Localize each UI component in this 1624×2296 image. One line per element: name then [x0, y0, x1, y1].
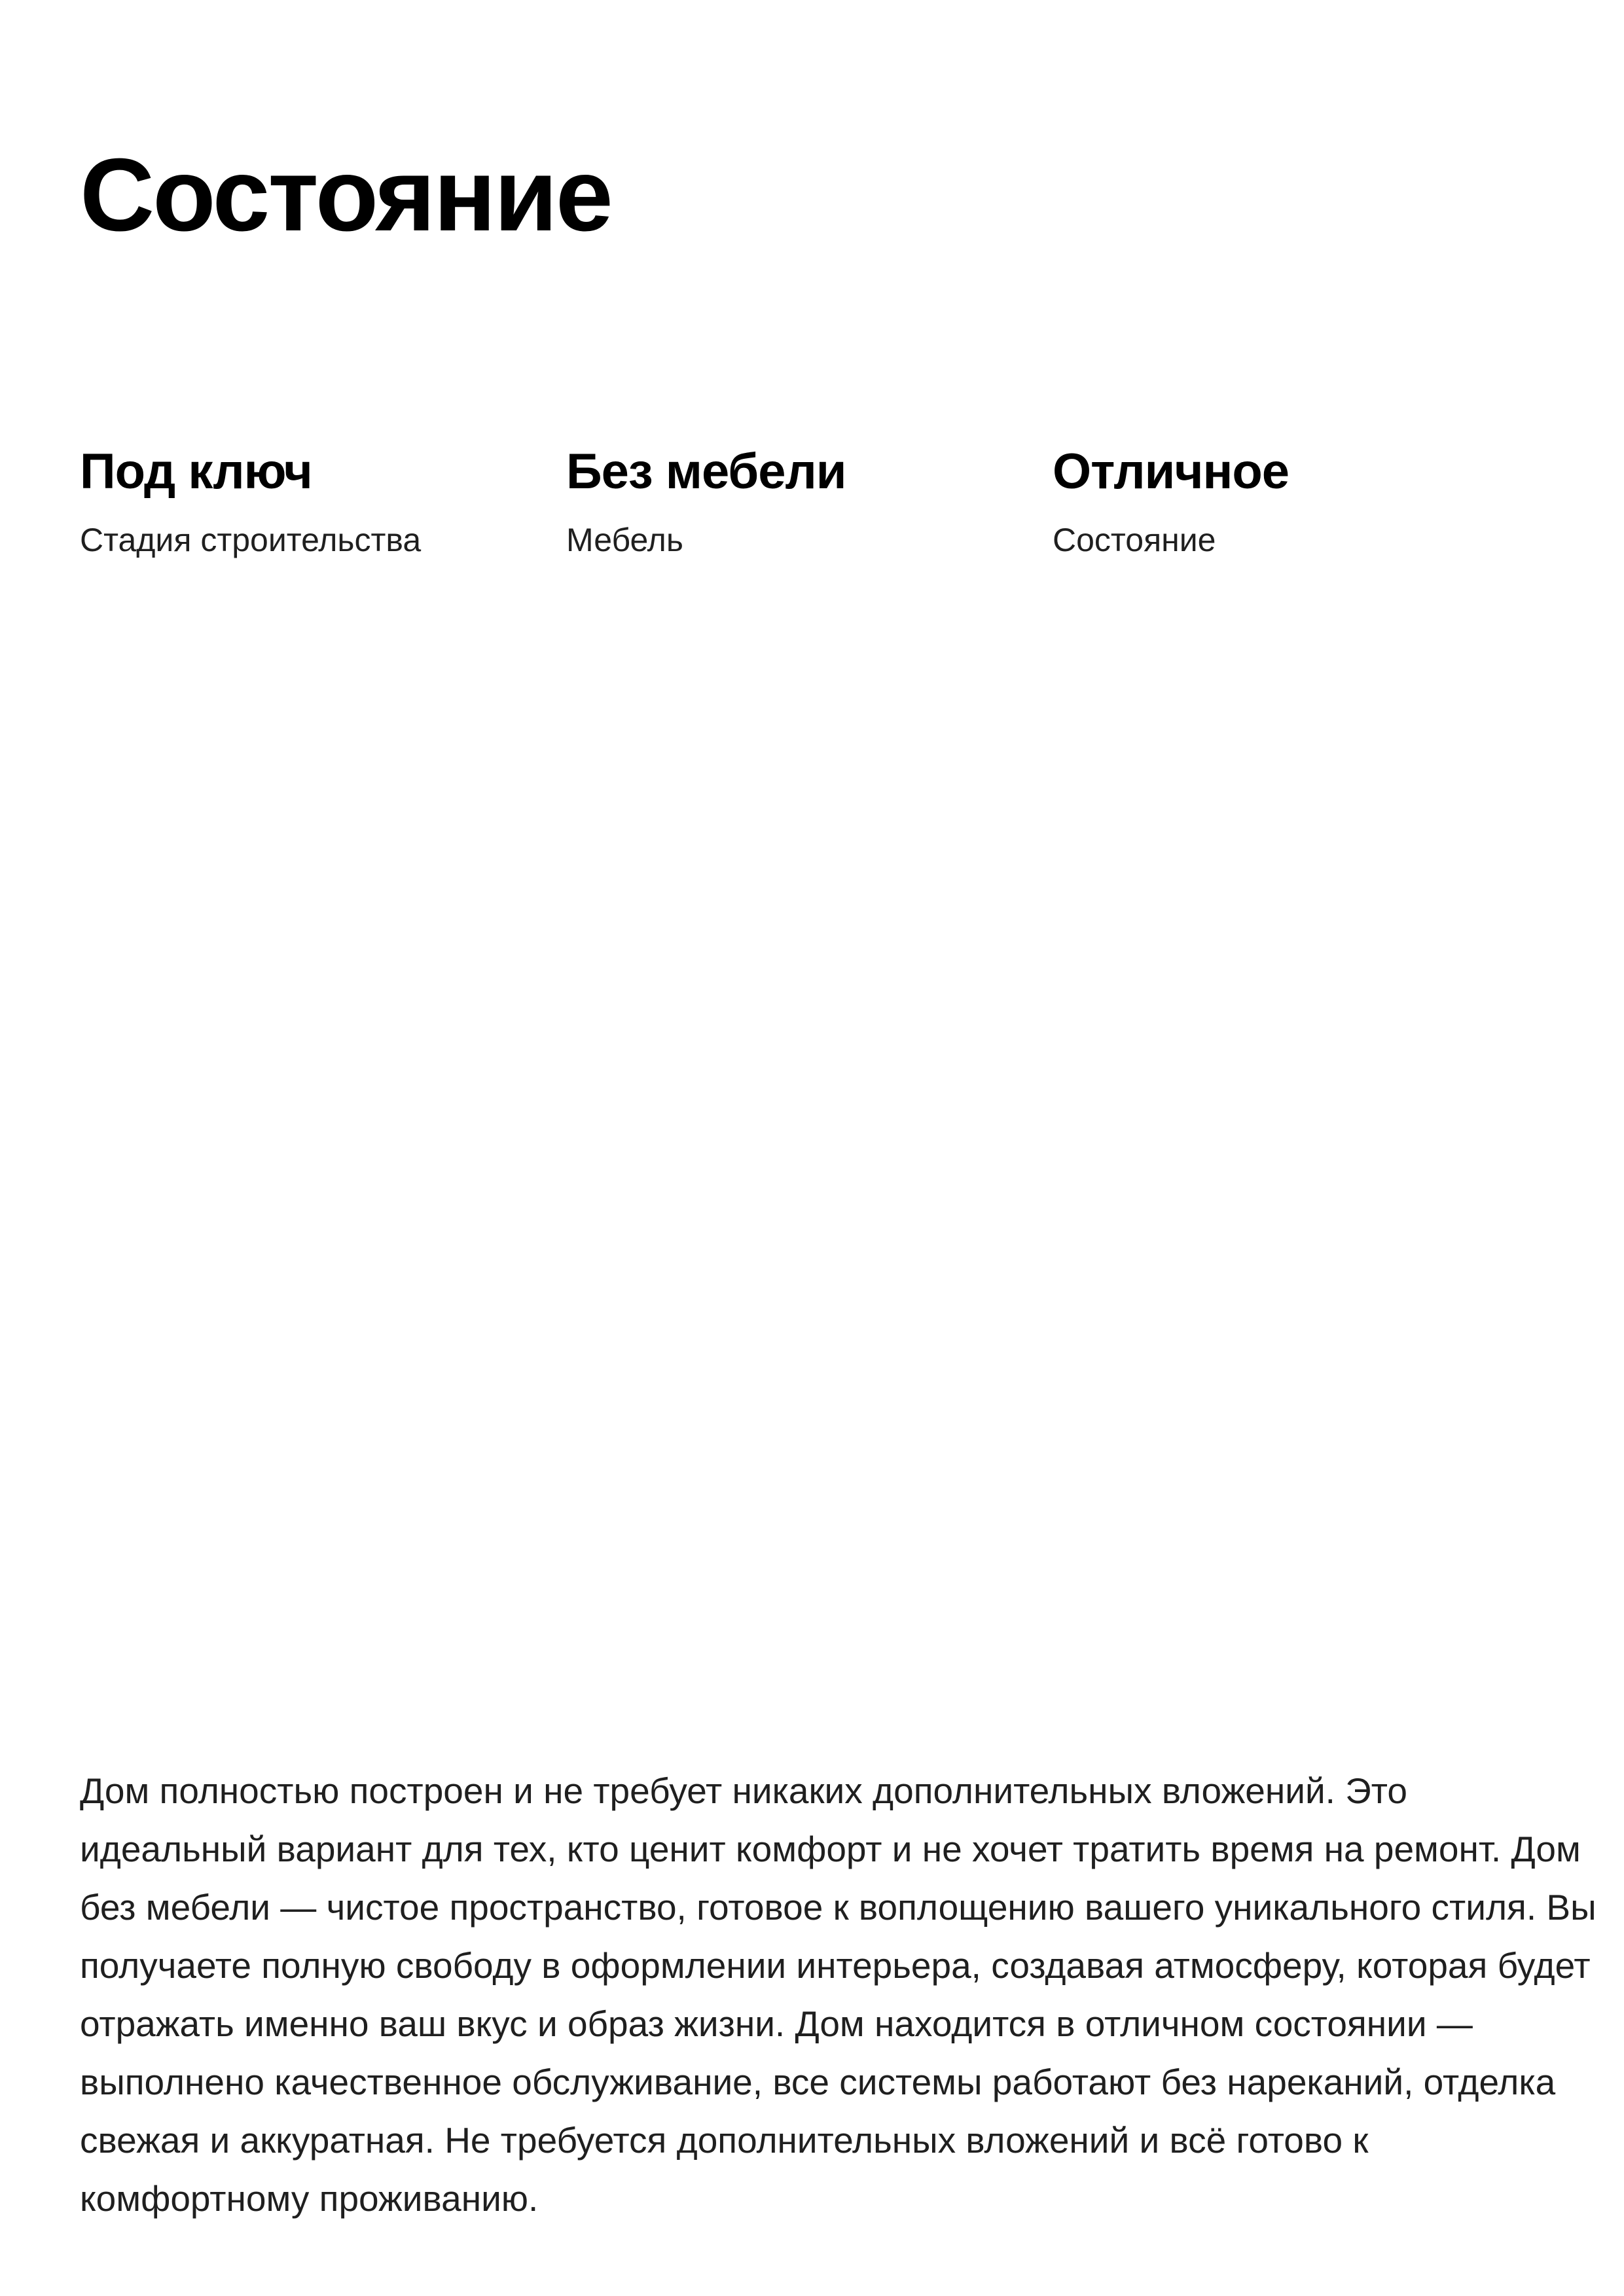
stat-item-construction-stage — [80, 444, 566, 558]
description-line: свежая и аккуратная. Не требуется дополнительных вложений и всё готово к — [80, 2120, 1369, 2161]
stat-value: Без мебели — [566, 444, 846, 499]
page-title: Состояние — [80, 137, 611, 253]
stat-label: Стадия строительства — [80, 522, 422, 558]
description-line: Дом полностью построен и не требует никаких дополнительных вложений. Это — [80, 1770, 1407, 1811]
stat-item-furniture — [566, 444, 1053, 558]
description-line: комфортному проживанию. — [80, 2178, 539, 2219]
description-line: отражать именно ваш вкус и образ жизни. Дом находится в отличном состоянии — — [80, 2003, 1473, 2044]
stat-value: Под ключ — [80, 444, 312, 499]
stat-item-condition — [1053, 444, 1539, 558]
description-line: выполнено качественное обслуживание, все системы работают без нареканий, отделка — [80, 2062, 1556, 2102]
description-line: получаете полную свободу в оформлении интерьера, создавая атмосферу, которая будет — [80, 1945, 1591, 1986]
stat-label: Мебель — [566, 522, 683, 558]
description-paragraph — [80, 1762, 1597, 2228]
description-line: идеальный вариант для тех, кто ценит комфорт и не хочет тратить время на ремонт. Дом — [80, 1829, 1581, 1869]
stat-value: Отличное — [1053, 444, 1290, 499]
property-stats — [80, 444, 1539, 558]
description-line: без мебели — чистое пространство, готовое к воплощению вашего уникального стиля. Вы — [80, 1887, 1597, 1928]
stat-label: Состояние — [1053, 522, 1216, 558]
